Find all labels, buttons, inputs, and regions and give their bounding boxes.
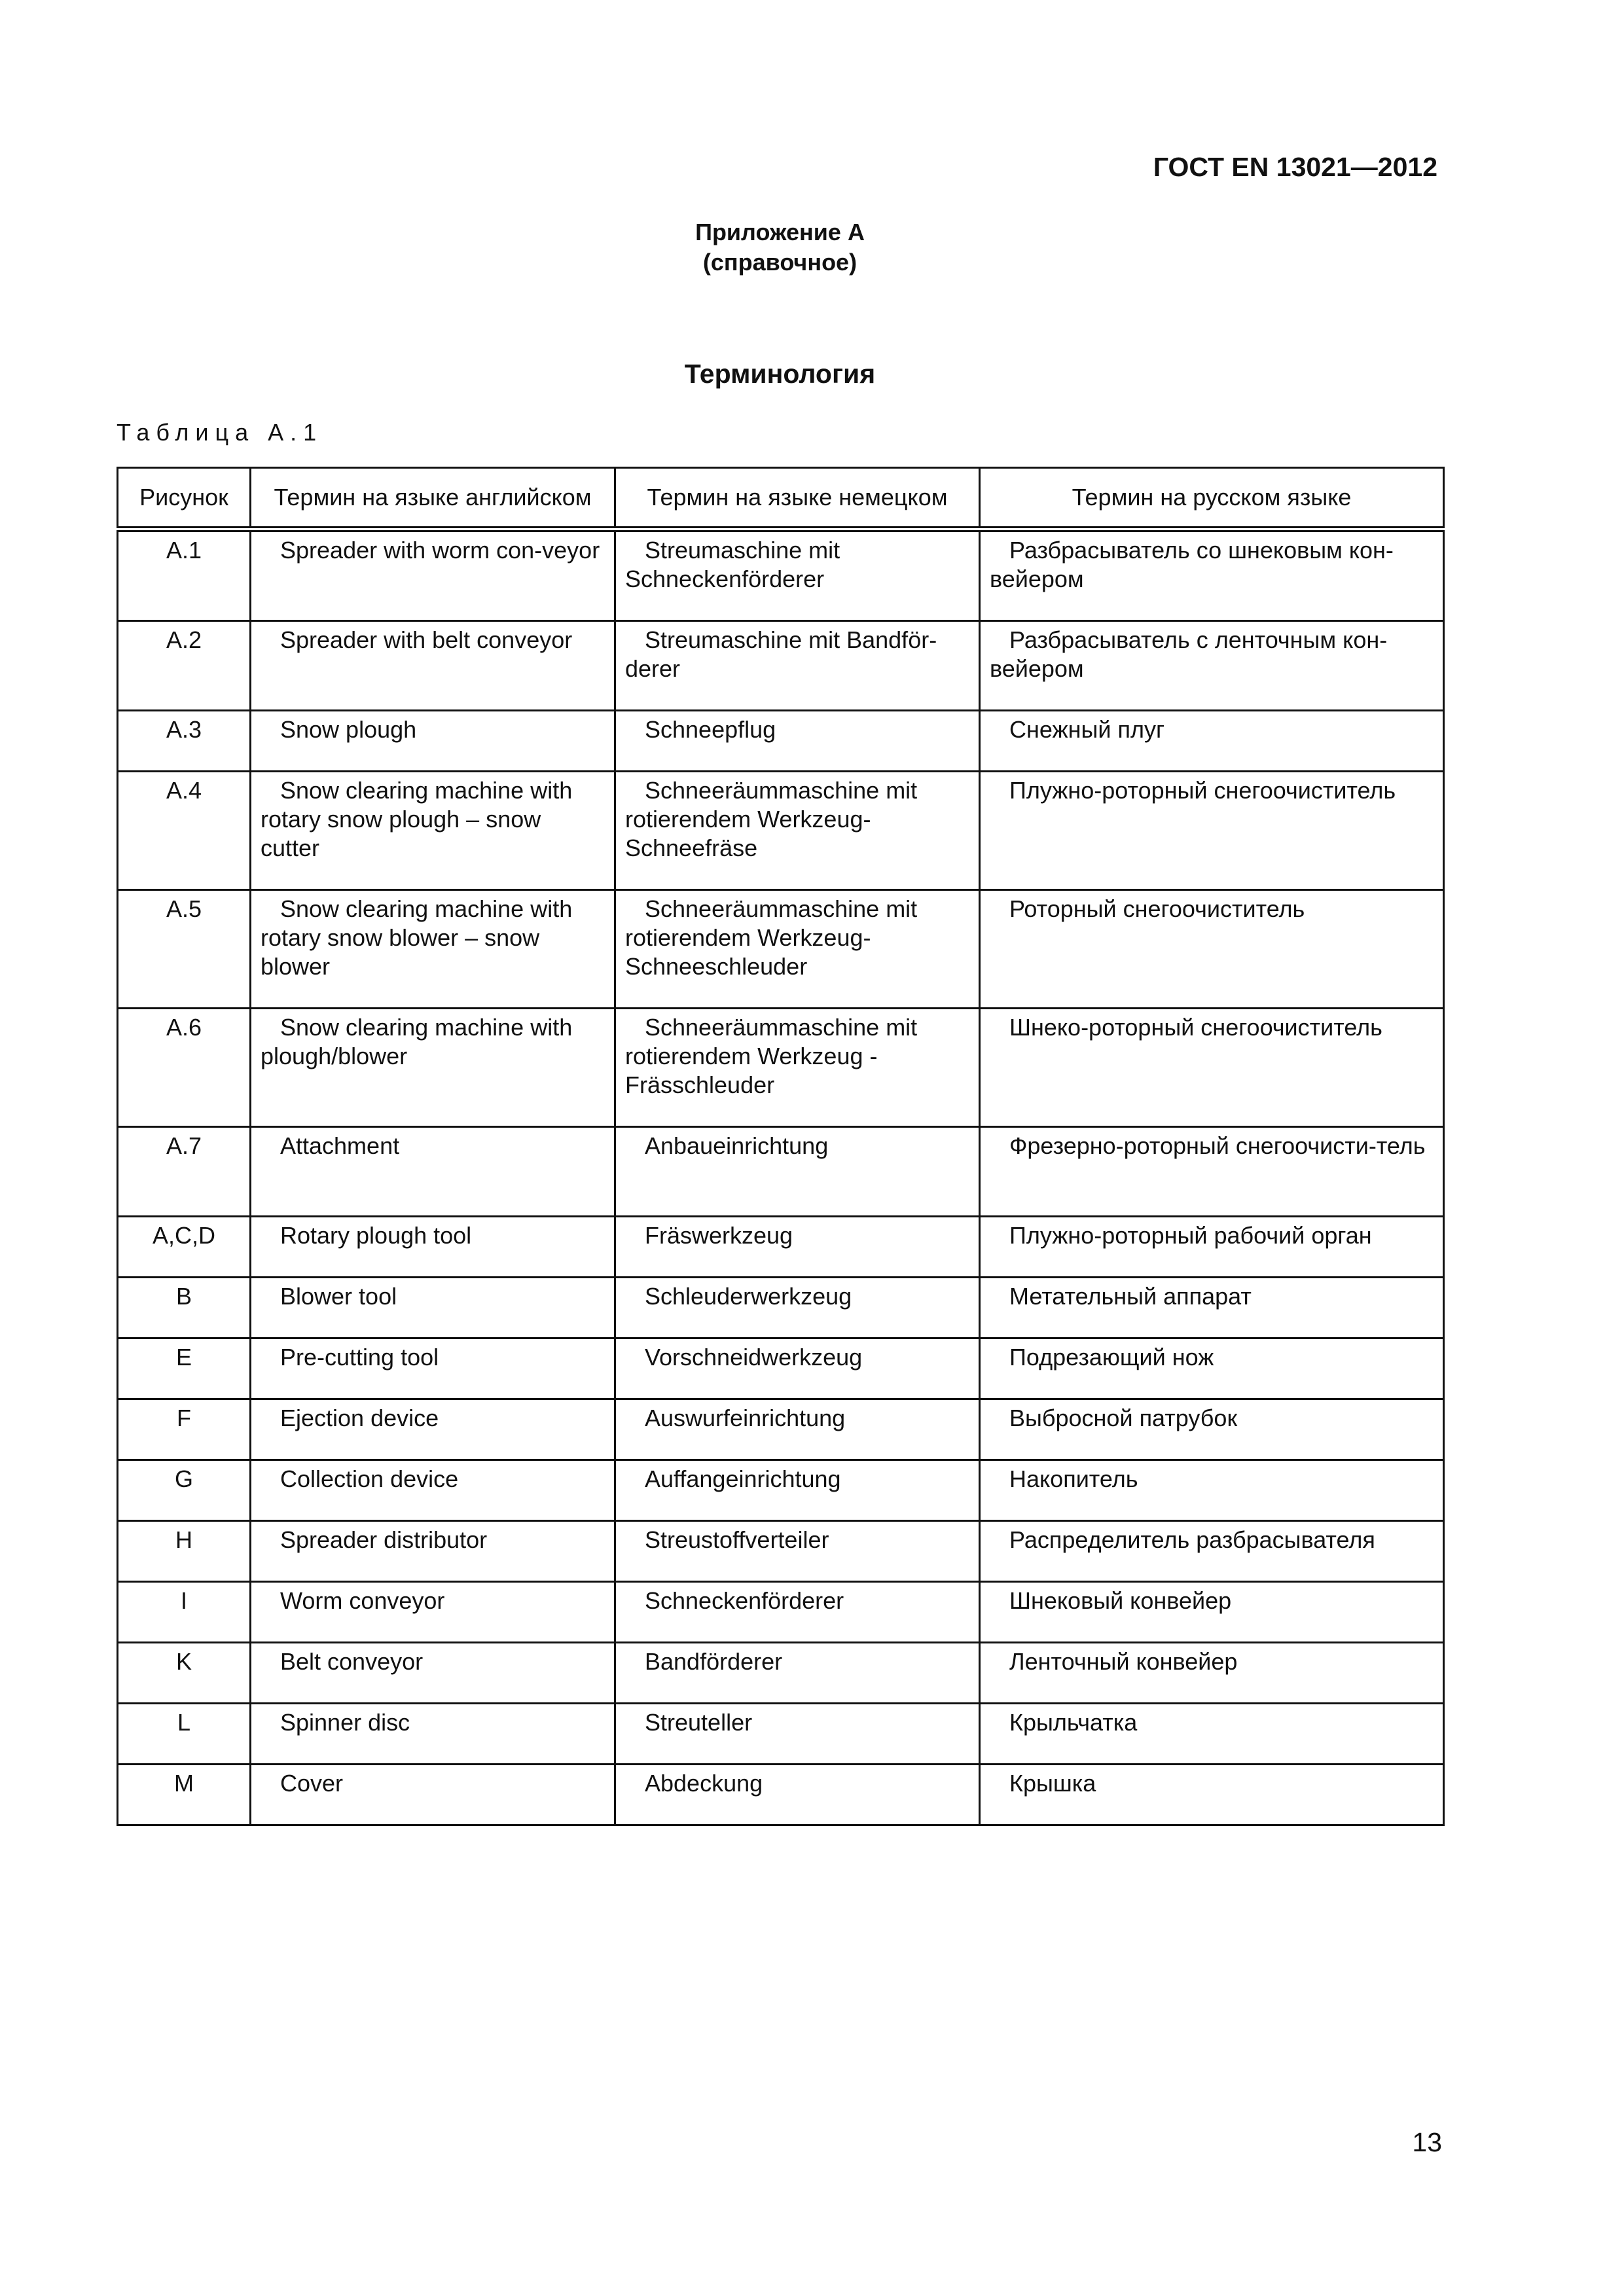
cell-german: Auswurfeinrichtung bbox=[615, 1399, 980, 1460]
header-russian: Термин на русском языке bbox=[980, 468, 1444, 529]
cell-german: Schneeräummaschine mit rotierendem Werkzeug-Schneefräse bbox=[615, 772, 980, 890]
table-row bbox=[118, 529, 1444, 621]
cell-english: Collection device bbox=[251, 1460, 615, 1521]
table-row bbox=[118, 1338, 1444, 1399]
cell-figure: H bbox=[118, 1521, 251, 1582]
table-row bbox=[118, 1009, 1444, 1127]
table-row bbox=[118, 890, 1444, 1009]
cell-figure: A,C,D bbox=[118, 1217, 251, 1278]
annex-title: Приложение А bbox=[695, 219, 865, 245]
cell-english: Pre-cutting tool bbox=[251, 1338, 615, 1399]
table-caption: Таблица А.1 bbox=[117, 419, 323, 446]
cell-russian: Фрезерно-роторный снегоочисти-тель bbox=[980, 1127, 1444, 1217]
cell-figure: G bbox=[118, 1460, 251, 1521]
cell-figure: L bbox=[118, 1704, 251, 1765]
cell-english: Worm conveyor bbox=[251, 1582, 615, 1643]
table-row bbox=[118, 1278, 1444, 1338]
header-german: Термин на языке немецком bbox=[615, 468, 980, 529]
cell-german: Schneeräummaschine mit rotierendem Werkzeug - Frässchleuder bbox=[615, 1009, 980, 1127]
cell-english: Spreader with worm con-veyor bbox=[251, 529, 615, 621]
table-header-row bbox=[118, 468, 1444, 529]
cell-german: Schneeräummaschine mit rotierendem Werkzeug-Schneeschleuder bbox=[615, 890, 980, 1009]
cell-english: Snow clearing machine with plough/blower bbox=[251, 1009, 615, 1127]
cell-russian: Снежный плуг bbox=[980, 711, 1444, 772]
cell-german: Bandförderer bbox=[615, 1643, 980, 1704]
cell-russian: Шнековый конвейер bbox=[980, 1582, 1444, 1643]
table-row bbox=[118, 1399, 1444, 1460]
cell-russian: Ленточный конвейер bbox=[980, 1643, 1444, 1704]
cell-russian: Разбрасыватель со шнековым кон-вейером bbox=[980, 529, 1444, 621]
cell-german: Schneepflug bbox=[615, 711, 980, 772]
terminology-table bbox=[117, 467, 1445, 1826]
cell-figure: A.1 bbox=[118, 529, 251, 621]
cell-german: Schneckenförderer bbox=[615, 1582, 980, 1643]
annex-heading bbox=[0, 217, 1560, 278]
table-row bbox=[118, 711, 1444, 772]
cell-russian: Подрезающий нож bbox=[980, 1338, 1444, 1399]
cell-russian: Роторный снегоочиститель bbox=[980, 890, 1444, 1009]
cell-figure: F bbox=[118, 1399, 251, 1460]
header-figure: Рисунок bbox=[118, 468, 251, 529]
cell-german: Fräswerkzeug bbox=[615, 1217, 980, 1278]
cell-english: Cover bbox=[251, 1765, 615, 1825]
cell-german: Abdeckung bbox=[615, 1765, 980, 1825]
cell-figure: A.4 bbox=[118, 772, 251, 890]
table-row bbox=[118, 1765, 1444, 1825]
cell-english: Blower tool bbox=[251, 1278, 615, 1338]
table-row bbox=[118, 1460, 1444, 1521]
table-row bbox=[118, 621, 1444, 711]
cell-german: Streumaschine mit Bandför-derer bbox=[615, 621, 980, 711]
annex-subtitle: (справочное) bbox=[702, 249, 857, 276]
cell-english: Snow clearing machine with rotary snow plough – snow cutter bbox=[251, 772, 615, 890]
cell-russian: Крыльчатка bbox=[980, 1704, 1444, 1765]
cell-figure: A.3 bbox=[118, 711, 251, 772]
table-row bbox=[118, 1643, 1444, 1704]
cell-figure: E bbox=[118, 1338, 251, 1399]
cell-english: Ejection device bbox=[251, 1399, 615, 1460]
cell-german: Auffangeinrichtung bbox=[615, 1460, 980, 1521]
cell-russian: Плужно-роторный снегоочиститель bbox=[980, 772, 1444, 890]
cell-russian: Выбросной патрубок bbox=[980, 1399, 1444, 1460]
header-english: Термин на языке английском bbox=[251, 468, 615, 529]
cell-russian: Плужно-роторный рабочий орган bbox=[980, 1217, 1444, 1278]
document-code: ГОСТ EN 13021—2012 bbox=[1153, 152, 1437, 182]
table-row bbox=[118, 1521, 1444, 1582]
cell-english: Snow clearing machine with rotary snow blower – snow blower bbox=[251, 890, 615, 1009]
cell-russian: Распределитель разбрасывателя bbox=[980, 1521, 1444, 1582]
table-row bbox=[118, 1582, 1444, 1643]
table-row bbox=[118, 1704, 1444, 1765]
cell-russian: Разбрасыватель с ленточным кон-вейером bbox=[980, 621, 1444, 711]
cell-russian: Шнеко-роторный снегоочиститель bbox=[980, 1009, 1444, 1127]
cell-german: Anbaueinrichtung bbox=[615, 1127, 980, 1217]
cell-german: Streumaschine mit Schneckenförderer bbox=[615, 529, 980, 621]
cell-german: Vorschneidwerkzeug bbox=[615, 1338, 980, 1399]
cell-german: Streustoffverteiler bbox=[615, 1521, 980, 1582]
cell-english: Rotary plough tool bbox=[251, 1217, 615, 1278]
cell-figure: K bbox=[118, 1643, 251, 1704]
table-row bbox=[118, 1217, 1444, 1278]
table-row bbox=[118, 1127, 1444, 1217]
cell-figure: A.7 bbox=[118, 1127, 251, 1217]
cell-russian: Накопитель bbox=[980, 1460, 1444, 1521]
cell-russian: Крышка bbox=[980, 1765, 1444, 1825]
cell-figure: A.2 bbox=[118, 621, 251, 711]
cell-figure: I bbox=[118, 1582, 251, 1643]
cell-figure: B bbox=[118, 1278, 251, 1338]
cell-english: Belt conveyor bbox=[251, 1643, 615, 1704]
page-number: 13 bbox=[1412, 2127, 1442, 2157]
cell-russian: Метательный аппарат bbox=[980, 1278, 1444, 1338]
cell-figure: A.5 bbox=[118, 890, 251, 1009]
cell-english: Spinner disc bbox=[251, 1704, 615, 1765]
cell-german: Streuteller bbox=[615, 1704, 980, 1765]
cell-german: Schleuderwerkzeug bbox=[615, 1278, 980, 1338]
cell-english: Attachment bbox=[251, 1127, 615, 1217]
cell-english: Snow plough bbox=[251, 711, 615, 772]
cell-english: Spreader distributor bbox=[251, 1521, 615, 1582]
cell-figure: M bbox=[118, 1765, 251, 1825]
cell-english: Spreader with belt conveyor bbox=[251, 621, 615, 711]
section-title: Терминология bbox=[684, 359, 876, 389]
cell-figure: A.6 bbox=[118, 1009, 251, 1127]
table-row bbox=[118, 772, 1444, 890]
